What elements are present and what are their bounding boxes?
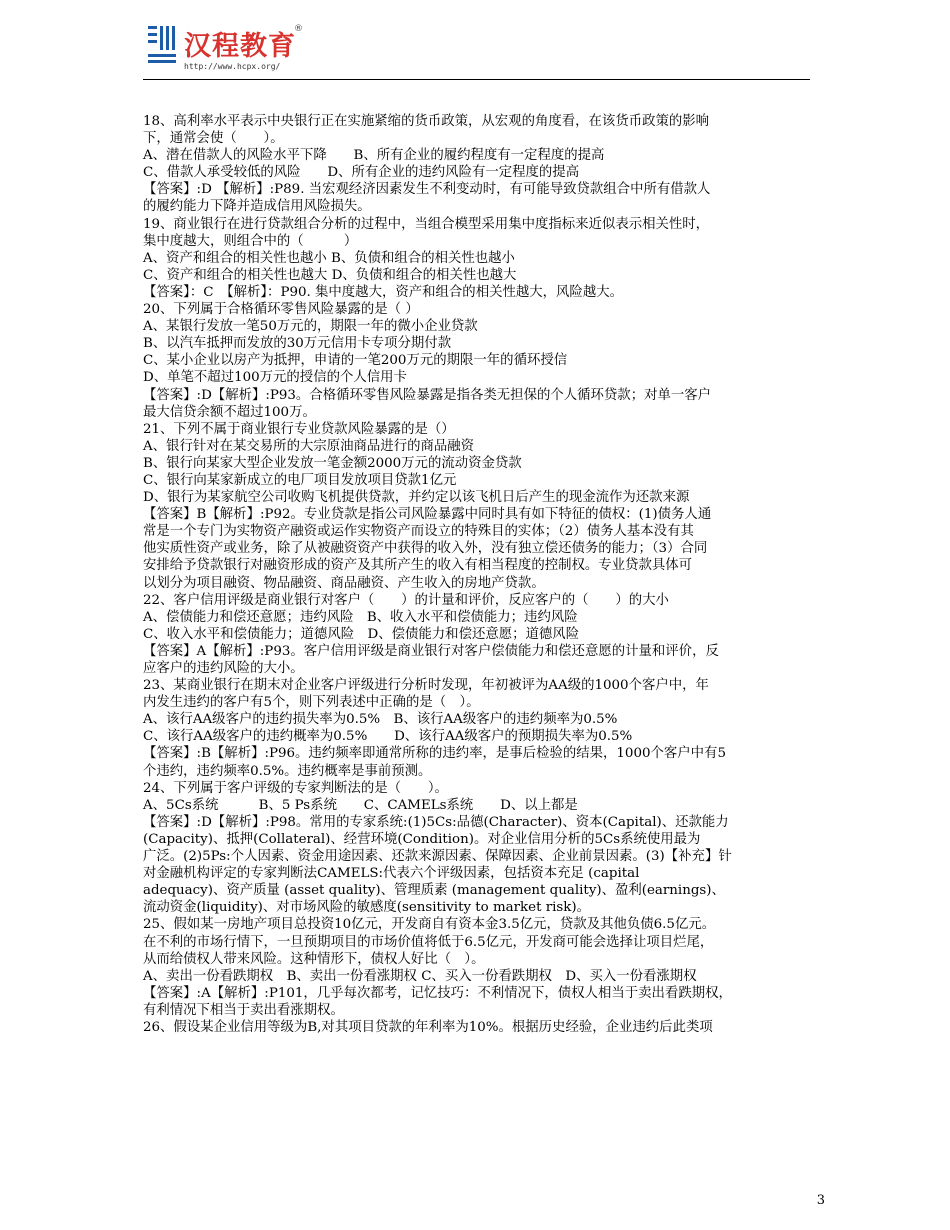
text-line: A、偿债能力和偿还意愿；违约风险 B、收入水平和偿债能力；违约风险 [143, 609, 578, 625]
text-line: 的履约能力下降并造成信用风险损失。 [143, 199, 371, 215]
logo-mark-icon [148, 26, 178, 64]
logo-url: http://www.hcpx.org/ [184, 62, 281, 71]
text-line: 19、商业银行在进行贷款组合分析的过程中，当组合模型采用集中度指标来近似表示相关性时， [143, 216, 710, 232]
text-line: C、该行AA级客户的违约概率为0.5% D、该行AA级客户的预期损失率为0.5% [143, 729, 633, 745]
text-line: 有利情况下相当于卖出看涨期权。 [143, 1002, 344, 1018]
text-line: D、单笔不超过100万元的授信的个人信用卡 [143, 370, 407, 386]
text-line: (Capacity)、抵押(Collateral)、经营环境(Condition)。对企业信用分析的5Cs系统使用最为 [143, 831, 701, 847]
text-line: 【答案】A【解析】:P93。客户信用评级是商业银行对客户偿债能力和偿还意愿的计量和评价，反 [143, 643, 719, 659]
text-line: 24、下列属于客户评级的专家判断法的是（ ）。 [143, 780, 448, 796]
text-line: 【答案】:D 【解析】:P89. 当宏观经济因素发生不利变动时，有可能导致贷款组合中所有借款人 [143, 182, 711, 198]
text-line: C、资产和组合的相关性也越大 D、负债和组合的相关性也越大 [143, 267, 517, 283]
text-line: 常是一个专门为实物资产融资或运作实物资产而设立的特殊目的实体；（2）债务人基本没有其 [143, 524, 694, 540]
registered-mark: ® [294, 24, 303, 34]
text-line: A、银行针对在某交易所的大宗原油商品进行的商品融资 [143, 438, 475, 454]
text-line: 【答案】B【解析】:P92。专业贷款是指公司风险暴露中同时具有如下特征的债权：(1)债务人通 [143, 507, 712, 523]
text-line: A、该行AA级客户的违约损失率为0.5% B、该行AA级客户的违约频率为0.5% [143, 712, 618, 728]
text-line: 22、客户信用评级是商业银行对客户（ ）的计量和评价，反应客户的（ ）的大小 [143, 592, 669, 608]
text-line: 18、高利率水平表示中央银行正在实施紧缩的货币政策，从宏观的角度看，在该货币政策的影响 [143, 114, 710, 129]
logo-name: 汉程教育 [184, 31, 296, 62]
text-line: 他实质性资产或业务，除了从被融资资产中获得的收入外，没有独立偿还债务的能力；（3）合同 [143, 541, 708, 557]
text-line: B、银行向某家大型企业发放一笔金额2000万元的流动资金贷款 [143, 455, 522, 471]
text-line: 【答案】:A【解析】:P101，几乎每次都考，记忆技巧：不利情况下，债权人相当于卖出看跌期权， [143, 985, 732, 1001]
text-line: D、银行为某家航空公司收购飞机提供贷款，并约定以该飞机日后产生的现金流作为还款来源 [143, 490, 690, 506]
text-line: C、某小企业以房产为抵押，申请的一笔200万元的期限一年的循环授信 [143, 353, 568, 369]
text-line: 对金融机构评定的专家判断法CAMELS:代表六个评级因素，包括资本充足 (capital [143, 866, 640, 882]
document-body [143, 113, 811, 1036]
text-line: 21、下列不属于商业银行专业贷款风险暴露的是（） [143, 421, 455, 437]
text-line: 流动资金(liquidity)、对市场风险的敏感度(sensitivity to market risk)。 [143, 900, 591, 916]
text-line: 从而给债权人带来风险。这种情形下，债权人好比（ ）。 [143, 951, 485, 967]
text-line: C、银行向某家新成立的电厂项目发放项目贷款1亿元 [143, 472, 457, 488]
text-line: 下，通常会使（ ）。 [143, 131, 284, 147]
text-line: 以划分为项目融资、物品融资、商品融资、产生收入的房地产贷款。 [143, 575, 545, 591]
company-logo [148, 24, 358, 72]
text-line: 【答案】:B【解析】:P96。违约频率即通常所称的违约率，是事后检验的结果，1000个客户中有5 [143, 746, 726, 762]
text-line: 【答案】:D【解析】:P93。合格循环零售风险暴露是指各类无担保的个人循环贷款；对单一客户 [143, 387, 712, 403]
text-line: 内发生违约的客户有5个，则下列表述中正确的是（ ）。 [143, 695, 480, 711]
text-line: 集中度越大，则组合中的（ ） [143, 233, 358, 249]
text-line: 26、假设某企业信用等级为B,对其项目贷款的年利率为10%。根据历史经验，企业违约后此类项 [143, 1019, 713, 1035]
text-line: 【答案】：C 【解析】：P90. 集中度越大，资产和组合的相关性越大，风险越大。 [143, 284, 623, 300]
text-line: C、收入水平和偿债能力；道德风险 D、偿债能力和偿还意愿；道德风险 [143, 626, 580, 642]
text-line: 20、下列属于合格循环零售风险暴露的是（ ） [143, 302, 419, 318]
text-line: A、资产和组合的相关性也越小 B、负债和组合的相关性也越小 [143, 250, 515, 266]
text-line: 23、某商业银行在期末对企业客户评级进行分析时发现，年初被评为AA级的1000个客户中，年 [143, 678, 709, 694]
text-line: C、借款人承受较低的风险 D、所有企业的违约风险有一定程度的提高 [143, 165, 580, 181]
text-line: adequacy)、资产质量 (asset quality)、管理质素 (management quality)、盈利(earnings)、 [143, 883, 725, 899]
header-rule [143, 79, 810, 80]
text-line: 【答案】:D【解析】:P98。常用的专家系统:(1)5Cs:品德(Character)、资本(Capital)、还款能力 [143, 814, 729, 830]
text-line: 应客户的违约风险的大小。 [143, 661, 304, 676]
text-line: 最大信贷余额不超过100万。 [143, 404, 316, 420]
text-line: A、卖出一份看跌期权 B、卖出一份看涨期权 C、买入一份看跌期权 D、买入一份看涨期权 [143, 968, 697, 984]
text-line: 在不利的市场行情下，一旦预期项目的市场价值将低于6.5亿元，开发商可能会选择让项目烂尾， [143, 934, 714, 950]
page-number: 3 [816, 1193, 825, 1208]
text-line: 广泛。(2)5Ps:个人因素、资金用途因素、还款来源因素、保障因素、企业前景因素。(3)【补充】针 [143, 849, 732, 865]
text-line: 个违约，违约频率0.5%。违约概率是事前预测。 [143, 763, 432, 779]
text-line: A、潜在借款人的风险水平下降 B、所有企业的履约程度有一定程度的提高 [143, 148, 605, 164]
text-line: B、以汽车抵押而发放的30万元信用卡专项分期付款 [143, 336, 452, 352]
text-line: A、某银行发放一笔50万元的，期限一年的微小企业贷款 [143, 319, 478, 335]
text-line: 安排给予贷款银行对融资形成的资产及其所产生的收入有相当程度的控制权。专业贷款具体可 [143, 558, 693, 574]
text-line: A、5Cs系统 B、5 Ps系统 C、CAMELs系统 D、以上都是 [143, 797, 578, 813]
text-line: 25、假如某一房地产项目总投资10亿元，开发商自有资本金3.5亿元，贷款及其他负债6.5亿元。 [143, 917, 716, 933]
